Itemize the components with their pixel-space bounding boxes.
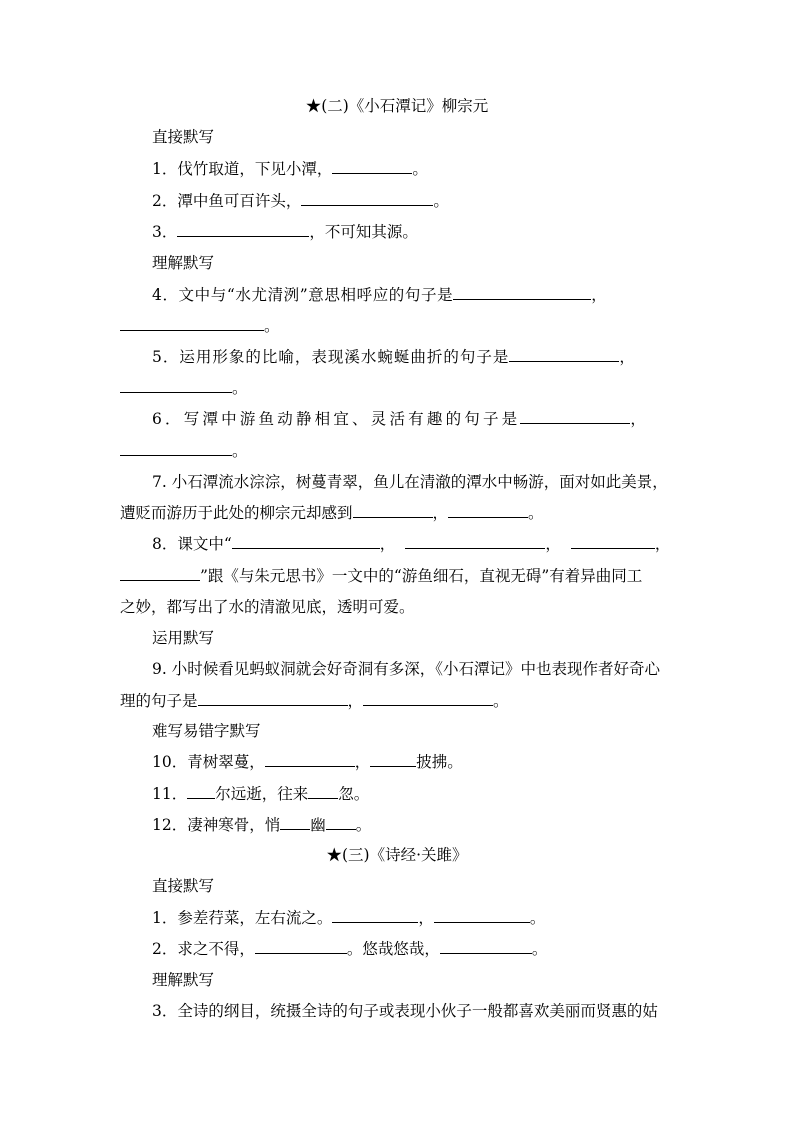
answer-blank[interactable] <box>509 346 619 362</box>
answer-blank[interactable] <box>177 221 309 237</box>
question-9: 9. 小时候看见蚂蚁洞就会好奇洞有多深，《小石潭记》中也表现作者好奇心 <box>152 660 660 678</box>
question-6-cont: 。 <box>120 440 248 462</box>
subheading-direct: 直接默写 <box>152 128 215 146</box>
question-3: 3．全诗的纲目，统摄全诗的句子或表现小伙子一般都喜欢美丽而贤惠的姑 <box>152 1002 658 1020</box>
answer-blank[interactable] <box>434 907 530 923</box>
answer-blank[interactable] <box>120 565 200 581</box>
question-4: 4．文中与“水尤清洌”意思相呼应的句子是 ， <box>152 286 608 304</box>
answer-blank[interactable] <box>520 408 630 424</box>
subheading-apply: 运用默写 <box>152 629 215 647</box>
answer-blank[interactable] <box>448 502 528 518</box>
answer-blank[interactable] <box>308 783 338 799</box>
answer-blank[interactable] <box>187 783 215 799</box>
question-2: 2．求之不得， 。悠哉悠哉， 。 <box>152 940 548 958</box>
answer-blank[interactable] <box>265 751 355 767</box>
question-11: 11． 尔远逝，往来 忽。 <box>152 785 370 803</box>
question-8: 8．课文中“ ， ， ， <box>152 535 671 553</box>
answer-blank[interactable] <box>198 690 348 706</box>
subheading-understand: 理解默写 <box>152 254 215 272</box>
question-3: 3． ，不可知其源。 <box>152 223 418 241</box>
question-1: 1．参差荇菜，左右流之。 ， 。 <box>152 909 546 927</box>
question-7-cont: 遭贬而游历于此处的柳宗元却感到 ， 。 <box>120 504 544 522</box>
question-8-cont: ”跟《与朱元思书》一文中的“游鱼细石，直视无碍”有着异曲同工 <box>120 565 642 587</box>
answer-blank[interactable] <box>255 938 347 954</box>
question-1: 1．伐竹取道，下见小潭， 。 <box>152 160 428 178</box>
question-6: 6．写潭中游鱼动静相宜、灵活有趣的句子是 ， <box>152 410 650 428</box>
answer-blank[interactable] <box>332 907 418 923</box>
answer-blank[interactable] <box>120 440 232 456</box>
section-title: ★(三)《诗经·关雎》 <box>326 846 468 864</box>
answer-blank[interactable] <box>571 533 655 549</box>
answer-blank[interactable] <box>326 814 356 830</box>
answer-blank[interactable] <box>453 284 591 300</box>
answer-blank[interactable] <box>353 502 433 518</box>
subheading-hard: 难写易错字默写 <box>152 722 261 740</box>
question-5: 5．运用形象的比喻，表现溪水蜿蜒曲折的句子是 ， <box>152 348 636 366</box>
question-4-cont: 。 <box>120 315 280 337</box>
answer-blank[interactable] <box>232 533 380 549</box>
answer-blank[interactable] <box>332 158 412 174</box>
question-12: 12．凄神寒骨，悄 幽 。 <box>152 816 372 834</box>
question-9-cont: 理的句子是 ， 。 <box>120 692 509 710</box>
answer-blank[interactable] <box>120 377 232 393</box>
section-title: ★(二)《小石潭记》柳宗元 <box>305 97 489 115</box>
answer-blank[interactable] <box>405 533 545 549</box>
question-8-cont2: 之妙，都写出了水的清澈见底，透明可爱。 <box>120 598 415 616</box>
question-5-cont: 。 <box>120 377 248 399</box>
answer-blank[interactable] <box>120 315 264 331</box>
question-7: 7. 小石潭流水淙淙，树蔓青翠，鱼儿在清澈的潭水中畅游，面对如此美景， <box>152 473 668 491</box>
subheading-direct: 直接默写 <box>152 877 215 895</box>
question-2: 2．潭中鱼可百许头， 。 <box>152 192 449 210</box>
answer-blank[interactable] <box>370 751 416 767</box>
subheading-understand: 理解默写 <box>152 971 215 989</box>
question-10: 10．青树翠蔓， ， 披拂。 <box>152 753 463 771</box>
answer-blank[interactable] <box>440 938 532 954</box>
answer-blank[interactable] <box>363 690 493 706</box>
answer-blank[interactable] <box>301 190 433 206</box>
answer-blank[interactable] <box>280 814 310 830</box>
